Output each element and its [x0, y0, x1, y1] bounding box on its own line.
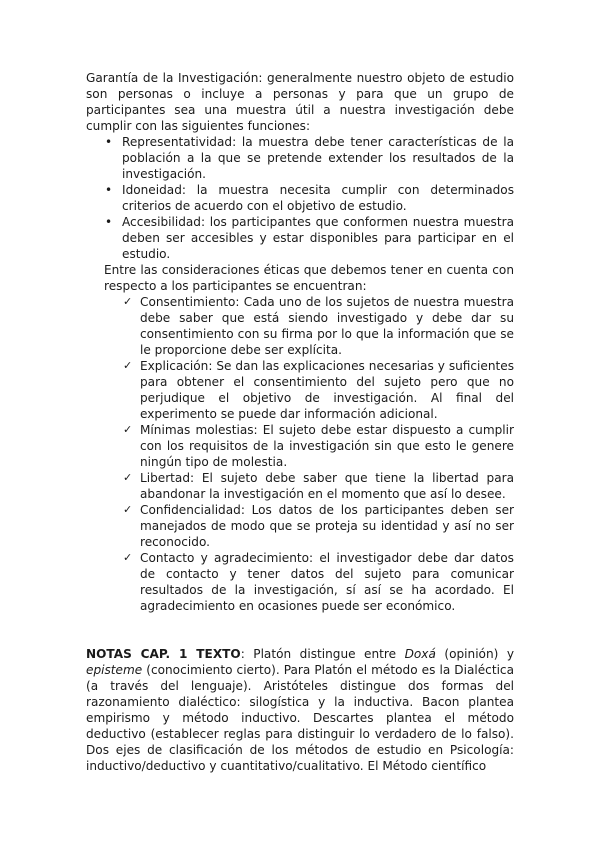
list-item-text: Mínimas molestias: El sujeto debe estar dispuesto a cumplir con los requisitos de la investigación sin que esto le genere ningún tipo de molestia.	[140, 423, 514, 469]
list-item: • Idoneidad: la muestra necesita cumplir con determinados criterios de acuerdo con el objetivo de estudio.	[122, 182, 514, 214]
list-item	[123, 502, 514, 550]
ethics-list	[86, 294, 514, 614]
notes-text: (opinión) y	[435, 647, 515, 661]
paragraph-spacer	[86, 614, 514, 630]
list-item	[123, 550, 514, 614]
document-body	[86, 70, 514, 774]
notes-text: (conocimiento cierto). Para Platón el método es la Dialéctica (a través del lenguaje). Aristóteles distingue dos formas del razonamiento dialéctico: silogística y la inductiva. Bacon plantea empirismo y método inductivo. Descartes plantea el método deductivo (establecer reglas para distinguir lo verdadero de lo falso). Dos ejes de clasificación de los métodos de estudio en Psicología: inductivo/deductivo y cuantitativo/cualitativo. El Método científico	[86, 663, 514, 773]
ethics-intro-paragraph: Entre las consideraciones éticas que debemos tener en cuenta con respecto a los participantes se encuentran:	[104, 263, 514, 293]
list-item-text: Consentimiento: Cada uno de los sujetos de nuestra muestra debe saber que está siendo investigado y debe dar su consentimiento con su firma por lo que la información que se le proporcione debe ser explícita.	[140, 295, 514, 357]
list-item	[123, 470, 514, 502]
list-item-text: Libertad: El sujeto debe saber que tiene la libertad para abandonar la investigación en el momento que así lo desee.	[140, 471, 514, 501]
checkmark-icon: ✓	[123, 295, 133, 308]
checkmark-icon: ✓	[123, 471, 133, 484]
criteria-list	[86, 134, 514, 262]
paragraph-spacer	[86, 630, 514, 646]
list-item: • Representatividad: la muestra debe tener características de la población a la que se pretende extender los resultados de la investigación.	[122, 134, 514, 182]
list-item: • Accesibilidad: los participantes que conformen nuestra muestra deben ser accesibles y estar disponibles para participar en el estudio.	[122, 214, 514, 262]
list-item-text: Contacto y agradecimiento: el investigador debe dar datos de contacto y tener datos del sujeto para comunicar resultados de la investigación, sí así se ha acordado. El agradecimiento en ocasiones puede ser económico.	[140, 551, 514, 613]
list-item	[123, 294, 514, 358]
notes-heading: NOTAS CAP. 1 TEXTO	[86, 647, 241, 661]
list-item-text: Confidencialidad: Los datos de los participantes deben ser manejados de modo que se proteja su identidad y así no ser reconocido.	[140, 503, 514, 549]
checkmark-icon: ✓	[123, 423, 133, 436]
notes-term-episteme: episteme	[86, 663, 143, 677]
notes-term-doxa: Doxá	[404, 647, 436, 661]
checkmark-icon: ✓	[123, 359, 133, 372]
list-item	[123, 422, 514, 470]
list-item	[123, 358, 514, 422]
notes-paragraph	[86, 646, 514, 774]
checkmark-icon: ✓	[123, 551, 133, 564]
notes-text: : Platón distingue entre	[240, 647, 405, 661]
list-item-text: Explicación: Se dan las explicaciones necesarias y suficientes para obtener el consentimiento del sujeto pero que no perjudique el objetivo de investigación. Al final del experimento se puede dar información adicional.	[140, 359, 514, 421]
checkmark-icon: ✓	[123, 503, 133, 516]
intro-paragraph: Garantía de la Investigación: generalmente nuestro objeto de estudio son personas o incluye a personas y para que un grupo de participantes sea una muestra útil a nuestra investigación debe cumplir con las siguientes funciones:	[86, 71, 514, 133]
